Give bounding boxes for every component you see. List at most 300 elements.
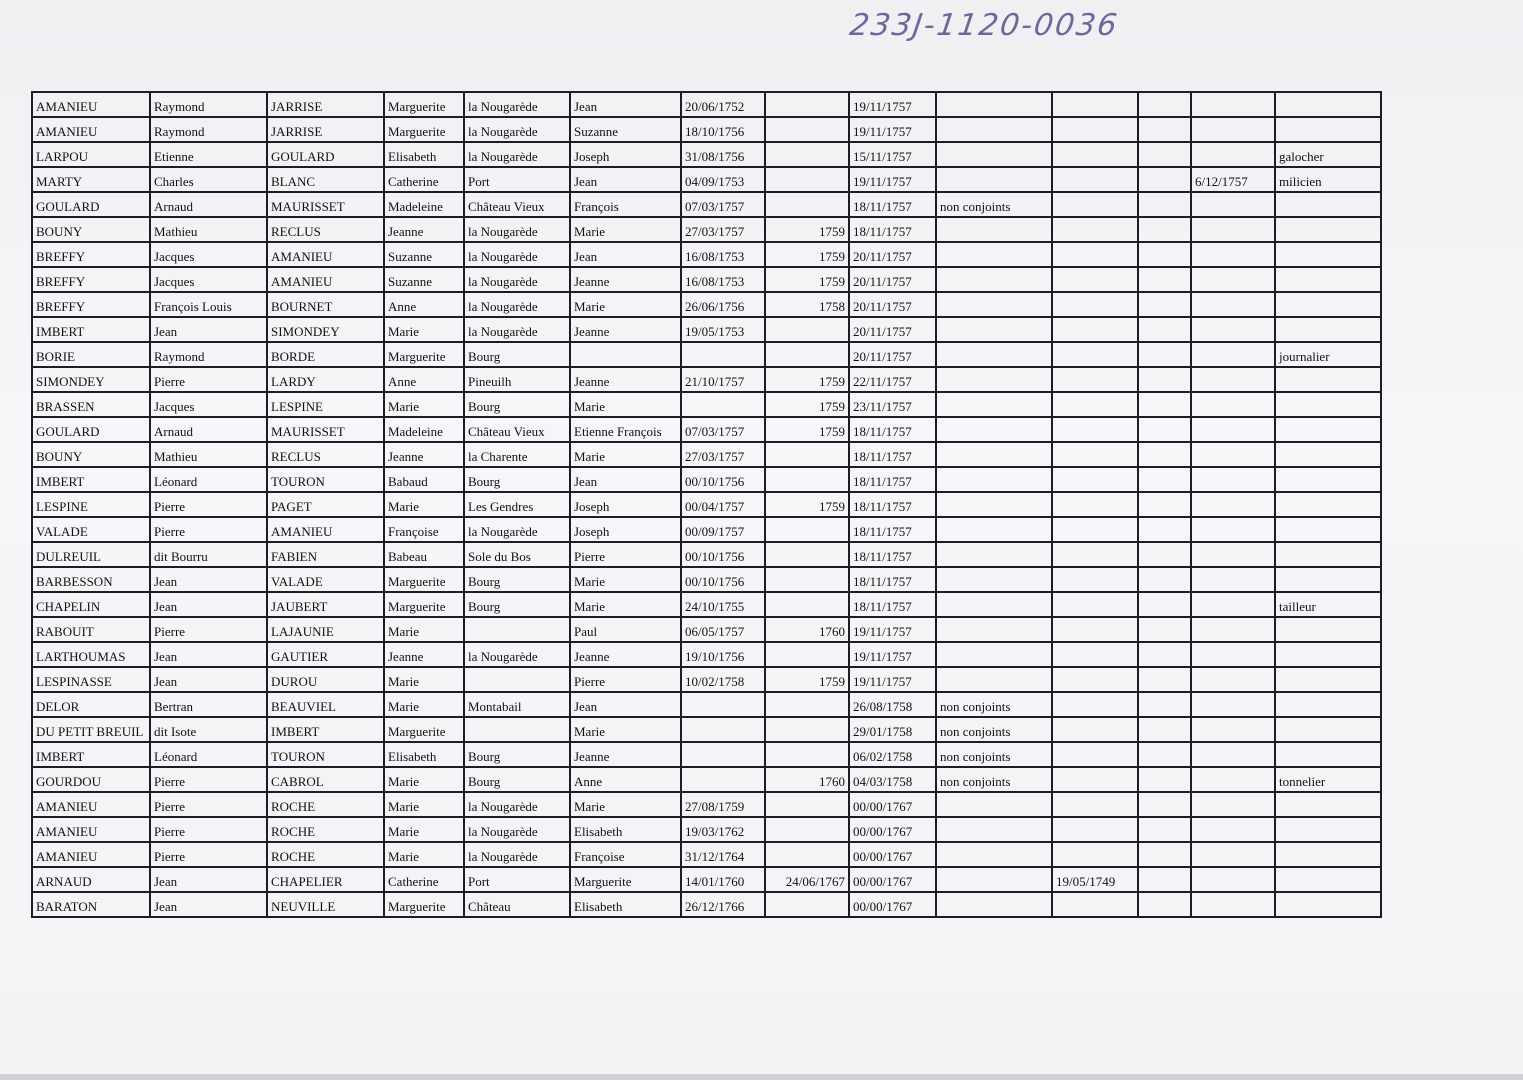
cell-other-date (1052, 792, 1138, 817)
cell-blank (1138, 142, 1191, 167)
cell-spouse-surname: JARRISE (267, 92, 384, 117)
table-row (32, 192, 1381, 217)
cell-remark (936, 217, 1052, 242)
cell-child-name: Françoise (570, 842, 681, 867)
cell-later-date (1191, 892, 1275, 917)
cell-spouse-surname: GAUTIER (267, 642, 384, 667)
table-row (32, 817, 1381, 842)
cell-other-date (1052, 842, 1138, 867)
cell-birth-date: 31/08/1756 (681, 142, 765, 167)
cell-remark (936, 492, 1052, 517)
table-row (32, 392, 1381, 417)
cell-place: la Nougarède (464, 292, 570, 317)
cell-surname: DU PETIT BREUIL (32, 717, 150, 742)
cell-spouse-first-name: Marguerite (384, 92, 464, 117)
cell-first-name: Jean (150, 867, 267, 892)
cell-child-name: Marie (570, 217, 681, 242)
cell-remark: non conjoints (936, 717, 1052, 742)
table-row (32, 417, 1381, 442)
cell-spouse-first-name: Marie (384, 617, 464, 642)
cell-year: 1759 (765, 242, 849, 267)
cell-birth-date: 18/10/1756 (681, 117, 765, 142)
cell-first-name: Léonard (150, 742, 267, 767)
cell-record-date: 26/08/1758 (849, 692, 936, 717)
cell-place: la Nougarède (464, 267, 570, 292)
cell-child-name: Marie (570, 292, 681, 317)
cell-other-date (1052, 167, 1138, 192)
cell-later-date (1191, 92, 1275, 117)
table-row (32, 492, 1381, 517)
cell-blank (1138, 692, 1191, 717)
cell-other-date (1052, 142, 1138, 167)
cell-birth-date: 26/12/1766 (681, 892, 765, 917)
cell-year: 1760 (765, 767, 849, 792)
cell-spouse-surname: ROCHE (267, 792, 384, 817)
cell-occupation: tonnelier (1275, 767, 1381, 792)
cell-first-name: Mathieu (150, 442, 267, 467)
cell-blank (1138, 192, 1191, 217)
cell-occupation (1275, 742, 1381, 767)
cell-child-name: Joseph (570, 492, 681, 517)
cell-occupation (1275, 192, 1381, 217)
cell-place: Montabail (464, 692, 570, 717)
cell-first-name: Pierre (150, 517, 267, 542)
cell-birth-date: 27/08/1759 (681, 792, 765, 817)
cell-child-name: Elisabeth (570, 817, 681, 842)
cell-spouse-surname: TOURON (267, 467, 384, 492)
cell-first-name: Jean (150, 667, 267, 692)
cell-blank (1138, 492, 1191, 517)
cell-place: la Nougarède (464, 92, 570, 117)
cell-year (765, 117, 849, 142)
cell-blank (1138, 292, 1191, 317)
cell-surname: ARNAUD (32, 867, 150, 892)
cell-year (765, 892, 849, 917)
cell-spouse-surname: LARDY (267, 367, 384, 392)
cell-spouse-first-name: Suzanne (384, 267, 464, 292)
cell-spouse-surname: VALADE (267, 567, 384, 592)
cell-child-name: Marie (570, 792, 681, 817)
cell-place (464, 717, 570, 742)
cell-remark (936, 792, 1052, 817)
cell-birth-date: 27/03/1757 (681, 217, 765, 242)
cell-spouse-surname: CHAPELIER (267, 867, 384, 892)
table-row (32, 642, 1381, 667)
cell-later-date (1191, 417, 1275, 442)
cell-occupation (1275, 642, 1381, 667)
cell-place: Bourg (464, 392, 570, 417)
cell-blank (1138, 167, 1191, 192)
cell-spouse-first-name: Marie (384, 792, 464, 817)
cell-other-date (1052, 467, 1138, 492)
cell-other-date (1052, 442, 1138, 467)
cell-occupation (1275, 867, 1381, 892)
cell-record-date: 20/11/1757 (849, 342, 936, 367)
cell-child-name: Pierre (570, 542, 681, 567)
cell-child-name: Suzanne (570, 117, 681, 142)
cell-first-name: Pierre (150, 817, 267, 842)
archive-reference: 233J-1120-0036 (847, 8, 1121, 43)
cell-first-name: Pierre (150, 492, 267, 517)
cell-child-name: Jean (570, 92, 681, 117)
table-row (32, 742, 1381, 767)
table-row (32, 367, 1381, 392)
cell-place: Port (464, 167, 570, 192)
cell-later-date (1191, 642, 1275, 667)
cell-record-date: 20/11/1757 (849, 292, 936, 317)
cell-first-name: Raymond (150, 92, 267, 117)
cell-place: Bourg (464, 342, 570, 367)
cell-remark (936, 892, 1052, 917)
cell-other-date (1052, 92, 1138, 117)
cell-later-date (1191, 667, 1275, 692)
cell-blank (1138, 867, 1191, 892)
cell-later-date (1191, 267, 1275, 292)
cell-occupation (1275, 392, 1381, 417)
cell-later-date (1191, 242, 1275, 267)
cell-first-name: Jean (150, 642, 267, 667)
cell-record-date: 18/11/1757 (849, 567, 936, 592)
cell-other-date (1052, 492, 1138, 517)
cell-other-date (1052, 392, 1138, 417)
cell-child-name: Jean (570, 242, 681, 267)
cell-other-date (1052, 517, 1138, 542)
table-row (32, 242, 1381, 267)
cell-surname: CHAPELIN (32, 592, 150, 617)
cell-blank (1138, 367, 1191, 392)
cell-first-name: Arnaud (150, 417, 267, 442)
cell-child-name: Jeanne (570, 642, 681, 667)
cell-year: 24/06/1767 (765, 867, 849, 892)
cell-child-name: Marie (570, 592, 681, 617)
cell-record-date: 19/11/1757 (849, 92, 936, 117)
cell-blank (1138, 592, 1191, 617)
cell-later-date (1191, 292, 1275, 317)
cell-later-date (1191, 867, 1275, 892)
cell-spouse-surname: NEUVILLE (267, 892, 384, 917)
cell-spouse-surname: BORDE (267, 342, 384, 367)
cell-later-date (1191, 467, 1275, 492)
cell-blank (1138, 467, 1191, 492)
cell-birth-date: 31/12/1764 (681, 842, 765, 867)
cell-place: la Nougarède (464, 842, 570, 867)
cell-place: Château (464, 892, 570, 917)
cell-place: la Nougarède (464, 317, 570, 342)
cell-record-date: 20/11/1757 (849, 317, 936, 342)
cell-place: la Nougarède (464, 242, 570, 267)
cell-child-name: Paul (570, 617, 681, 642)
cell-other-date (1052, 417, 1138, 442)
cell-first-name: Jacques (150, 392, 267, 417)
cell-place: la Nougarède (464, 117, 570, 142)
cell-spouse-first-name: Marie (384, 392, 464, 417)
cell-surname: VALADE (32, 517, 150, 542)
cell-later-date (1191, 792, 1275, 817)
cell-record-date: 19/11/1757 (849, 667, 936, 692)
cell-record-date: 22/11/1757 (849, 367, 936, 392)
cell-occupation: milicien (1275, 167, 1381, 192)
cell-record-date: 18/11/1757 (849, 417, 936, 442)
cell-child-name: Marguerite (570, 867, 681, 892)
cell-surname: BRASSEN (32, 392, 150, 417)
cell-remark (936, 542, 1052, 567)
cell-place: la Nougarède (464, 517, 570, 542)
cell-surname: IMBERT (32, 467, 150, 492)
cell-remark (936, 392, 1052, 417)
cell-birth-date (681, 392, 765, 417)
cell-record-date: 18/11/1757 (849, 442, 936, 467)
cell-spouse-surname: DUROU (267, 667, 384, 692)
cell-first-name: Pierre (150, 792, 267, 817)
cell-occupation (1275, 442, 1381, 467)
cell-other-date (1052, 267, 1138, 292)
cell-spouse-first-name: Marie (384, 692, 464, 717)
table-row (32, 267, 1381, 292)
cell-blank (1138, 617, 1191, 642)
cell-occupation (1275, 367, 1381, 392)
cell-surname: AMANIEU (32, 92, 150, 117)
cell-blank (1138, 542, 1191, 567)
cell-year (765, 742, 849, 767)
cell-record-date: 19/11/1757 (849, 117, 936, 142)
cell-record-date: 19/11/1757 (849, 167, 936, 192)
cell-occupation (1275, 717, 1381, 742)
cell-spouse-surname: BLANC (267, 167, 384, 192)
cell-surname: IMBERT (32, 317, 150, 342)
cell-child-name: Pierre (570, 667, 681, 692)
cell-year (765, 517, 849, 542)
cell-spouse-surname: BOURNET (267, 292, 384, 317)
cell-year (765, 142, 849, 167)
cell-other-date (1052, 292, 1138, 317)
cell-birth-date: 00/10/1756 (681, 467, 765, 492)
cell-place: Bourg (464, 567, 570, 592)
cell-spouse-first-name: Marie (384, 817, 464, 842)
cell-child-name: Jean (570, 167, 681, 192)
cell-surname: BARBESSON (32, 567, 150, 592)
cell-spouse-surname: AMANIEU (267, 267, 384, 292)
cell-spouse-first-name: Suzanne (384, 242, 464, 267)
cell-surname: AMANIEU (32, 792, 150, 817)
table-row (32, 792, 1381, 817)
cell-birth-date: 00/09/1757 (681, 517, 765, 542)
cell-spouse-surname: CABROL (267, 767, 384, 792)
cell-year (765, 167, 849, 192)
cell-child-name: Jean (570, 692, 681, 717)
cell-later-date (1191, 592, 1275, 617)
cell-later-date (1191, 492, 1275, 517)
cell-other-date (1052, 717, 1138, 742)
cell-remark (936, 417, 1052, 442)
cell-birth-date: 20/06/1752 (681, 92, 765, 117)
cell-remark (936, 167, 1052, 192)
cell-spouse-surname: JAUBERT (267, 592, 384, 617)
cell-place: Château Vieux (464, 417, 570, 442)
cell-remark (936, 342, 1052, 367)
cell-year: 1759 (765, 492, 849, 517)
cell-first-name: Charles (150, 167, 267, 192)
cell-later-date (1191, 442, 1275, 467)
register-table (31, 91, 1382, 918)
cell-spouse-first-name: Catherine (384, 867, 464, 892)
table-row (32, 467, 1381, 492)
cell-remark (936, 292, 1052, 317)
cell-spouse-surname: RECLUS (267, 217, 384, 242)
cell-spouse-first-name: Marguerite (384, 567, 464, 592)
cell-place (464, 667, 570, 692)
cell-place: Pineuilh (464, 367, 570, 392)
cell-child-name: Marie (570, 717, 681, 742)
cell-blank (1138, 342, 1191, 367)
cell-record-date: 18/11/1757 (849, 592, 936, 617)
cell-place: Les Gendres (464, 492, 570, 517)
cell-occupation (1275, 792, 1381, 817)
cell-spouse-first-name: Marguerite (384, 892, 464, 917)
table-row (32, 717, 1381, 742)
cell-remark: non conjoints (936, 692, 1052, 717)
cell-year: 1760 (765, 617, 849, 642)
cell-birth-date: 27/03/1757 (681, 442, 765, 467)
cell-birth-date: 10/02/1758 (681, 667, 765, 692)
cell-other-date (1052, 742, 1138, 767)
cell-other-date (1052, 217, 1138, 242)
cell-remark (936, 442, 1052, 467)
cell-remark (936, 92, 1052, 117)
cell-spouse-first-name: Madeleine (384, 417, 464, 442)
cell-blank (1138, 242, 1191, 267)
cell-child-name: François (570, 192, 681, 217)
cell-year (765, 717, 849, 742)
cell-occupation (1275, 667, 1381, 692)
cell-other-date (1052, 617, 1138, 642)
table-row (32, 667, 1381, 692)
cell-surname: BOUNY (32, 442, 150, 467)
cell-blank (1138, 767, 1191, 792)
table-row (32, 692, 1381, 717)
cell-year (765, 192, 849, 217)
cell-year (765, 442, 849, 467)
cell-first-name: Raymond (150, 342, 267, 367)
cell-place: Sole du Bos (464, 542, 570, 567)
cell-birth-date (681, 767, 765, 792)
cell-spouse-first-name: Marie (384, 767, 464, 792)
cell-place: la Nougarède (464, 642, 570, 667)
cell-child-name: Elisabeth (570, 892, 681, 917)
cell-record-date: 00/00/1767 (849, 892, 936, 917)
cell-year (765, 92, 849, 117)
cell-first-name: Pierre (150, 617, 267, 642)
cell-first-name: Jacques (150, 267, 267, 292)
cell-place: la Nougarède (464, 792, 570, 817)
cell-later-date (1191, 567, 1275, 592)
cell-year (765, 792, 849, 817)
cell-later-date (1191, 717, 1275, 742)
cell-spouse-first-name: Marguerite (384, 117, 464, 142)
cell-other-date (1052, 667, 1138, 692)
cell-birth-date: 06/05/1757 (681, 617, 765, 642)
cell-remark: non conjoints (936, 767, 1052, 792)
cell-birth-date: 00/10/1756 (681, 567, 765, 592)
table-row (32, 292, 1381, 317)
cell-spouse-surname: LAJAUNIE (267, 617, 384, 642)
cell-spouse-first-name: Babaud (384, 467, 464, 492)
cell-place: Bourg (464, 467, 570, 492)
cell-spouse-surname: LESPINE (267, 392, 384, 417)
cell-first-name: Jean (150, 892, 267, 917)
cell-first-name: Jean (150, 567, 267, 592)
cell-remark (936, 367, 1052, 392)
cell-birth-date (681, 717, 765, 742)
cell-child-name: Anne (570, 767, 681, 792)
cell-remark (936, 117, 1052, 142)
cell-place: Port (464, 867, 570, 892)
table-row (32, 767, 1381, 792)
cell-surname: LESPINASSE (32, 667, 150, 692)
cell-other-date (1052, 192, 1138, 217)
cell-spouse-first-name: Anne (384, 292, 464, 317)
cell-birth-date: 16/08/1753 (681, 267, 765, 292)
cell-blank (1138, 392, 1191, 417)
cell-occupation (1275, 842, 1381, 867)
cell-remark (936, 517, 1052, 542)
cell-first-name: Pierre (150, 842, 267, 867)
cell-child-name (570, 342, 681, 367)
cell-occupation (1275, 217, 1381, 242)
cell-remark: non conjoints (936, 192, 1052, 217)
cell-spouse-first-name: Madeleine (384, 192, 464, 217)
cell-record-date: 23/11/1757 (849, 392, 936, 417)
cell-remark (936, 242, 1052, 267)
cell-later-date (1191, 317, 1275, 342)
cell-place: la Nougarède (464, 142, 570, 167)
cell-surname: GOULARD (32, 417, 150, 442)
cell-other-date (1052, 117, 1138, 142)
cell-spouse-first-name: Marguerite (384, 342, 464, 367)
cell-occupation (1275, 92, 1381, 117)
cell-first-name: Raymond (150, 117, 267, 142)
cell-later-date: 6/12/1757 (1191, 167, 1275, 192)
cell-first-name: Bertran (150, 692, 267, 717)
cell-later-date (1191, 117, 1275, 142)
cell-surname: BREFFY (32, 267, 150, 292)
cell-birth-date: 07/03/1757 (681, 192, 765, 217)
cell-blank (1138, 217, 1191, 242)
cell-other-date (1052, 342, 1138, 367)
cell-spouse-surname: ROCHE (267, 817, 384, 842)
cell-surname: BREFFY (32, 292, 150, 317)
cell-later-date (1191, 517, 1275, 542)
cell-spouse-first-name: Jeanne (384, 442, 464, 467)
cell-spouse-surname: MAURISSET (267, 192, 384, 217)
cell-surname: BREFFY (32, 242, 150, 267)
cell-other-date (1052, 817, 1138, 842)
cell-surname: DELOR (32, 692, 150, 717)
cell-surname: BARATON (32, 892, 150, 917)
cell-first-name: Pierre (150, 367, 267, 392)
cell-first-name: Etienne (150, 142, 267, 167)
cell-record-date: 20/11/1757 (849, 267, 936, 292)
cell-blank (1138, 792, 1191, 817)
cell-first-name: Pierre (150, 767, 267, 792)
cell-birth-date: 19/05/1753 (681, 317, 765, 342)
cell-place: la Nougarède (464, 217, 570, 242)
table-row (32, 867, 1381, 892)
cell-spouse-first-name: Jeanne (384, 217, 464, 242)
cell-child-name: Joseph (570, 517, 681, 542)
cell-occupation (1275, 417, 1381, 442)
cell-year: 1758 (765, 292, 849, 317)
cell-record-date: 15/11/1757 (849, 142, 936, 167)
